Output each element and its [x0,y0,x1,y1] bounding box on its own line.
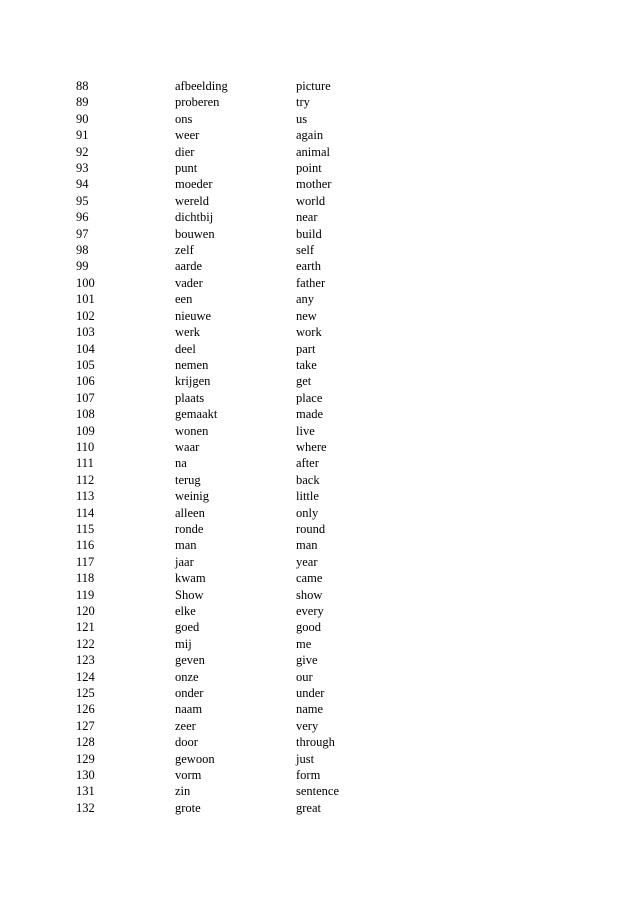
english-word: us [296,111,308,126]
row-number: 127 [76,718,95,733]
table-row [76,537,416,553]
english-word: picture [296,79,331,93]
row-number: 115 [76,521,95,536]
table-row [76,603,416,619]
dutch-word: een [175,292,193,307]
row-number: 101 [76,292,95,307]
english-word: every [296,604,324,618]
table-row [76,455,416,471]
english-word: good [296,620,321,635]
table-row [76,127,416,143]
table-row [76,111,416,127]
dutch-word: afbeelding [175,79,228,93]
english-word: where [296,439,327,454]
english-word: mother [296,177,332,192]
dutch-word: ons [175,111,193,126]
english-word: little [296,489,319,504]
table-row [76,275,416,291]
table-row [76,291,416,307]
table-row [76,652,416,668]
row-number: 130 [76,768,95,783]
english-word: form [296,768,321,783]
dutch-word: Show [175,587,204,602]
table-row [76,144,416,160]
row-number: 126 [76,702,95,717]
table-row [76,193,416,209]
dutch-word: bouwen [175,226,215,241]
dutch-word: zeer [175,718,196,733]
table-row [76,570,416,586]
english-word: our [296,669,313,684]
english-word: under [296,686,325,701]
english-word: give [296,653,318,668]
row-number: 99 [76,259,89,274]
dutch-word: man [175,538,197,553]
english-word: after [296,456,319,471]
english-word: round [296,521,326,536]
dutch-word: mij [175,636,192,651]
row-number: 110 [76,439,95,454]
dutch-word: nieuwe [175,308,212,323]
dutch-word: kwam [175,571,206,586]
table-row [76,94,416,110]
dutch-word: wonen [175,423,209,438]
english-word: year [296,554,318,569]
table-row [76,505,416,521]
table-row [76,685,416,701]
table-row [76,308,416,324]
english-word: sentence [296,784,340,799]
row-number: 100 [76,275,95,290]
row-number: 118 [76,571,95,586]
english-word: came [296,571,323,586]
table-row [76,78,416,94]
row-number: 120 [76,604,95,618]
english-word: self [296,243,315,258]
dutch-word: moeder [175,177,213,192]
dutch-word: na [175,456,187,471]
english-word: world [296,193,326,208]
table-row [76,800,416,816]
row-number: 121 [76,620,95,635]
table-row [76,324,416,340]
dutch-word: vorm [175,768,202,783]
english-word: take [296,357,317,372]
english-word: earth [296,259,321,274]
dutch-word: jaar [175,554,194,569]
english-word: live [296,423,315,438]
row-number: 92 [76,144,89,159]
dutch-word: gewoon [175,751,215,766]
dutch-word: weinig [175,489,210,504]
dutch-word: zelf [175,243,194,258]
dutch-word: door [175,735,198,750]
table-row [76,390,416,406]
row-number: 105 [76,357,95,372]
table-row [76,669,416,685]
row-number: 129 [76,751,95,766]
english-word: again [296,128,324,143]
dutch-word: wereld [175,193,210,208]
dutch-word: alleen [175,505,205,520]
english-word: get [296,374,312,389]
table-row [76,242,416,258]
row-number: 96 [76,210,89,225]
english-word: animal [296,144,331,159]
table-row [76,521,416,537]
row-number: 116 [76,538,95,553]
table-row [76,701,416,717]
row-number: 117 [76,554,95,569]
row-number: 90 [76,111,89,126]
dutch-word: weer [175,128,200,143]
row-number: 113 [76,489,95,504]
row-number: 132 [76,800,95,815]
dutch-word: grote [175,800,201,815]
row-number: 112 [76,472,95,487]
table-row [76,472,416,488]
english-word: father [296,275,326,290]
table-row [76,226,416,242]
dutch-word: werk [175,325,200,340]
row-number: 122 [76,636,95,651]
english-word: back [296,472,320,487]
english-word: build [296,226,322,241]
english-word: just [296,751,315,766]
row-number: 124 [76,669,95,684]
row-number: 119 [76,587,95,602]
english-word: place [296,390,323,405]
dutch-word: elke [175,604,196,618]
english-word: any [296,292,315,307]
dutch-word: waar [175,439,200,454]
dutch-word: onze [175,669,199,684]
dutch-word: proberen [175,95,220,110]
table-row [76,176,416,192]
english-word: man [296,538,318,553]
dutch-word: dichtbij [175,210,214,225]
row-number: 97 [76,226,89,241]
table-row [76,619,416,635]
row-number: 94 [76,177,89,192]
row-number: 89 [76,95,89,110]
table-row [76,554,416,570]
word-list-table [76,78,416,816]
row-number: 108 [76,407,95,422]
row-number: 93 [76,161,89,176]
row-number: 125 [76,686,95,701]
dutch-word: nemen [175,357,209,372]
table-row [76,258,416,274]
table-row [76,718,416,734]
english-word: very [296,718,319,733]
english-word: new [296,308,317,323]
dutch-word: terug [175,472,201,487]
row-number: 109 [76,423,95,438]
row-number: 102 [76,308,95,323]
dutch-word: zin [175,784,191,799]
table-row [76,160,416,176]
row-number: 114 [76,505,95,520]
row-number: 104 [76,341,95,356]
english-word: only [296,505,319,520]
row-number: 95 [76,193,89,208]
row-number: 111 [76,456,94,471]
table-row [76,423,416,439]
dutch-word: plaats [175,390,205,405]
row-number: 103 [76,325,95,340]
row-number: 98 [76,243,89,258]
table-row [76,209,416,225]
dutch-word: onder [175,686,204,701]
row-number: 91 [76,128,89,143]
table-row [76,587,416,603]
english-word: name [296,702,324,717]
table-row [76,406,416,422]
english-word: work [296,325,322,340]
dutch-word: goed [175,620,200,635]
dutch-word: vader [175,275,203,290]
table-row [76,373,416,389]
dutch-word: ronde [175,521,204,536]
dutch-word: deel [175,341,196,356]
table-row [76,357,416,373]
row-number: 88 [76,79,89,93]
table-row [76,767,416,783]
table-row [76,783,416,799]
english-word: show [296,587,323,602]
dutch-word: dier [175,144,195,159]
dutch-word: geven [175,653,205,668]
row-number: 128 [76,735,95,750]
english-word: made [296,407,324,422]
dutch-word: punt [175,161,198,176]
english-word: try [296,95,310,110]
dutch-word: naam [175,702,203,717]
row-number: 123 [76,653,95,668]
row-number: 107 [76,390,95,405]
row-number: 106 [76,374,95,389]
row-number: 131 [76,784,95,799]
english-word: through [296,735,335,750]
english-word: part [296,341,316,356]
dutch-word: krijgen [175,374,211,389]
table-row [76,439,416,455]
english-word: point [296,161,322,176]
table-row [76,751,416,767]
word-list-body [76,78,416,816]
table-row [76,734,416,750]
english-word: great [296,800,321,815]
table-row [76,488,416,504]
dutch-word: gemaakt [175,407,218,422]
table-row [76,636,416,652]
english-word: near [296,210,318,225]
dutch-word: aarde [175,259,203,274]
english-word: me [296,636,312,651]
table-row [76,341,416,357]
